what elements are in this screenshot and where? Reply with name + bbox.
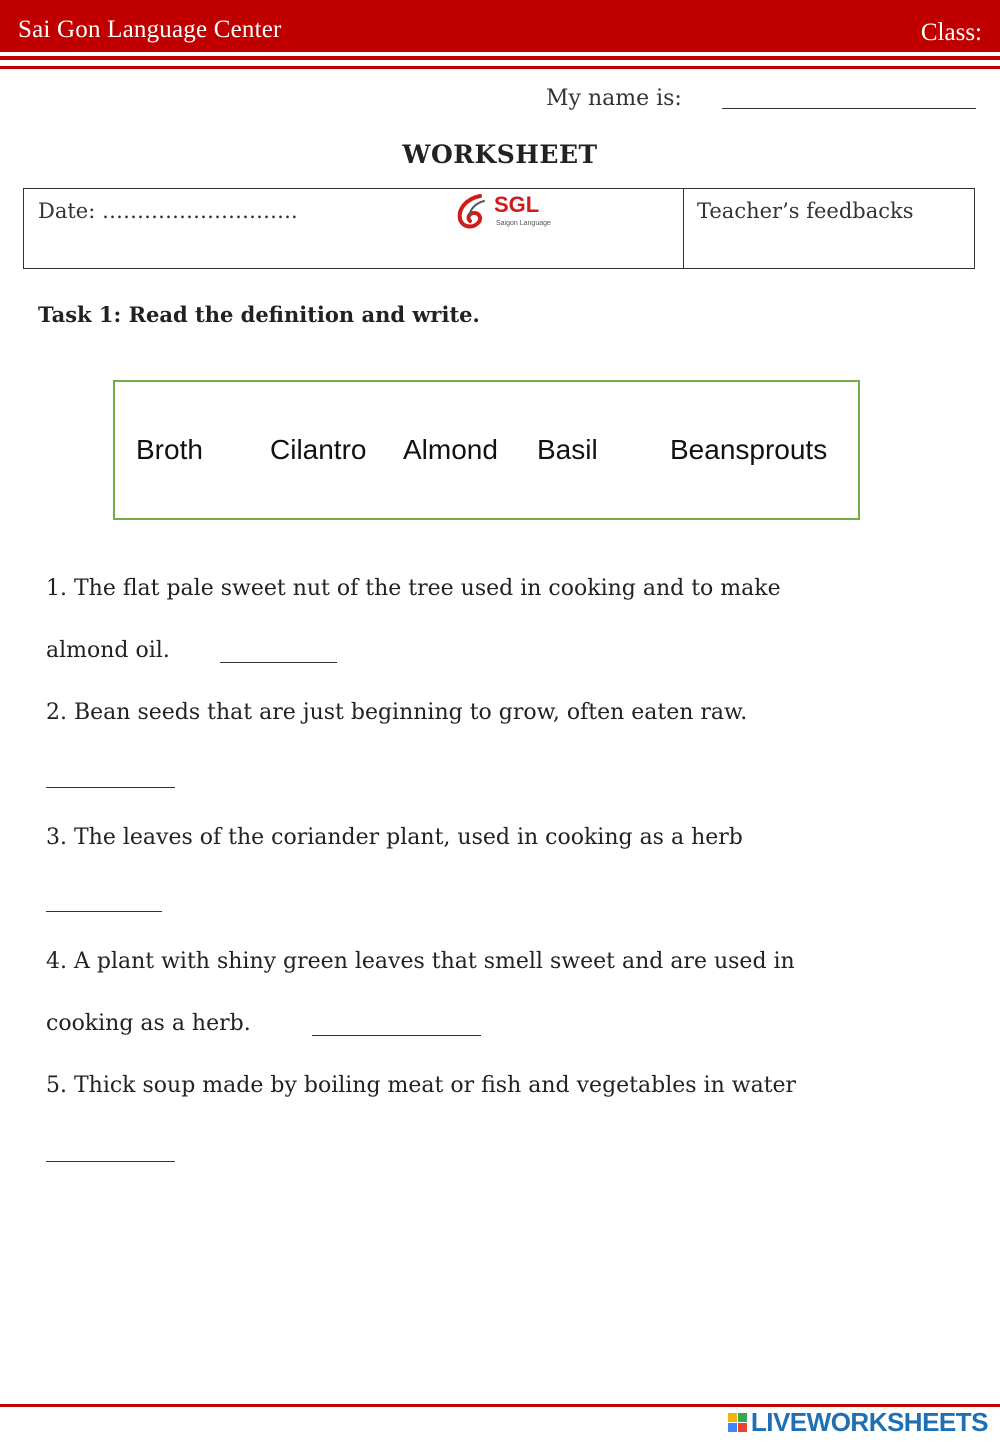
word-bank-item: Cilantro <box>270 434 367 465</box>
word-bank <box>113 380 860 520</box>
header-divider-thin <box>0 66 1000 69</box>
name-label: My name is: <box>546 86 682 111</box>
question-2-text: 2. Bean seeds that are just beginning to grow, often eaten raw. <box>46 700 748 725</box>
task-title: Task 1: Read the definition and write. <box>38 302 480 327</box>
class-label: Class: <box>920 19 982 46</box>
sgl-logo-name: SGL <box>494 192 540 217</box>
question-1-text: 1. The flat pale sweet nut of the tree used in cooking and to make <box>46 576 781 601</box>
answer-blank-2[interactable] <box>46 787 175 788</box>
date-field: Date: ………………………. <box>38 199 298 223</box>
question-1-text-cont: almond oil. <box>46 638 170 663</box>
answer-blank-3[interactable] <box>46 911 162 912</box>
word-bank-item: Almond <box>403 434 498 465</box>
name-answer-line[interactable] <box>722 108 976 109</box>
page-title: WORKSHEET <box>402 140 598 169</box>
liveworksheets-logo <box>728 1404 988 1440</box>
teacher-feedback-label: Teacher’s feedbacks <box>697 199 914 223</box>
header-divider <box>0 56 1000 60</box>
question-4-text-cont: cooking as a herb. <box>46 1011 251 1036</box>
liveworksheets-brand: LIVEWORKSHEETS <box>750 1406 988 1437</box>
header-bar <box>0 0 1000 52</box>
answer-blank-1[interactable] <box>220 662 337 663</box>
sgl-logo <box>454 191 558 233</box>
word-bank-item: Broth <box>136 434 203 465</box>
table-divider <box>683 189 684 268</box>
liveworksheets-icon <box>728 1413 747 1432</box>
question-4-text: 4. A plant with shiny green leaves that smell sweet and are used in <box>46 949 795 974</box>
word-bank-item: Basil <box>537 434 598 465</box>
answer-blank-4[interactable] <box>312 1035 481 1036</box>
word-bank-item: Beansprouts <box>670 434 828 465</box>
sgl-logo-subtitle: Saigon Language <box>496 220 551 227</box>
answer-blank-5[interactable] <box>46 1161 175 1162</box>
center-name: Sai Gon Language Center <box>18 16 282 43</box>
sgl-logo-icon <box>454 193 492 231</box>
question-5-text: 5. Thick soup made by boiling meat or fish and vegetables in water <box>46 1073 797 1098</box>
question-3-text: 3. The leaves of the coriander plant, used in cooking as a herb <box>46 825 743 850</box>
info-table <box>23 188 975 269</box>
